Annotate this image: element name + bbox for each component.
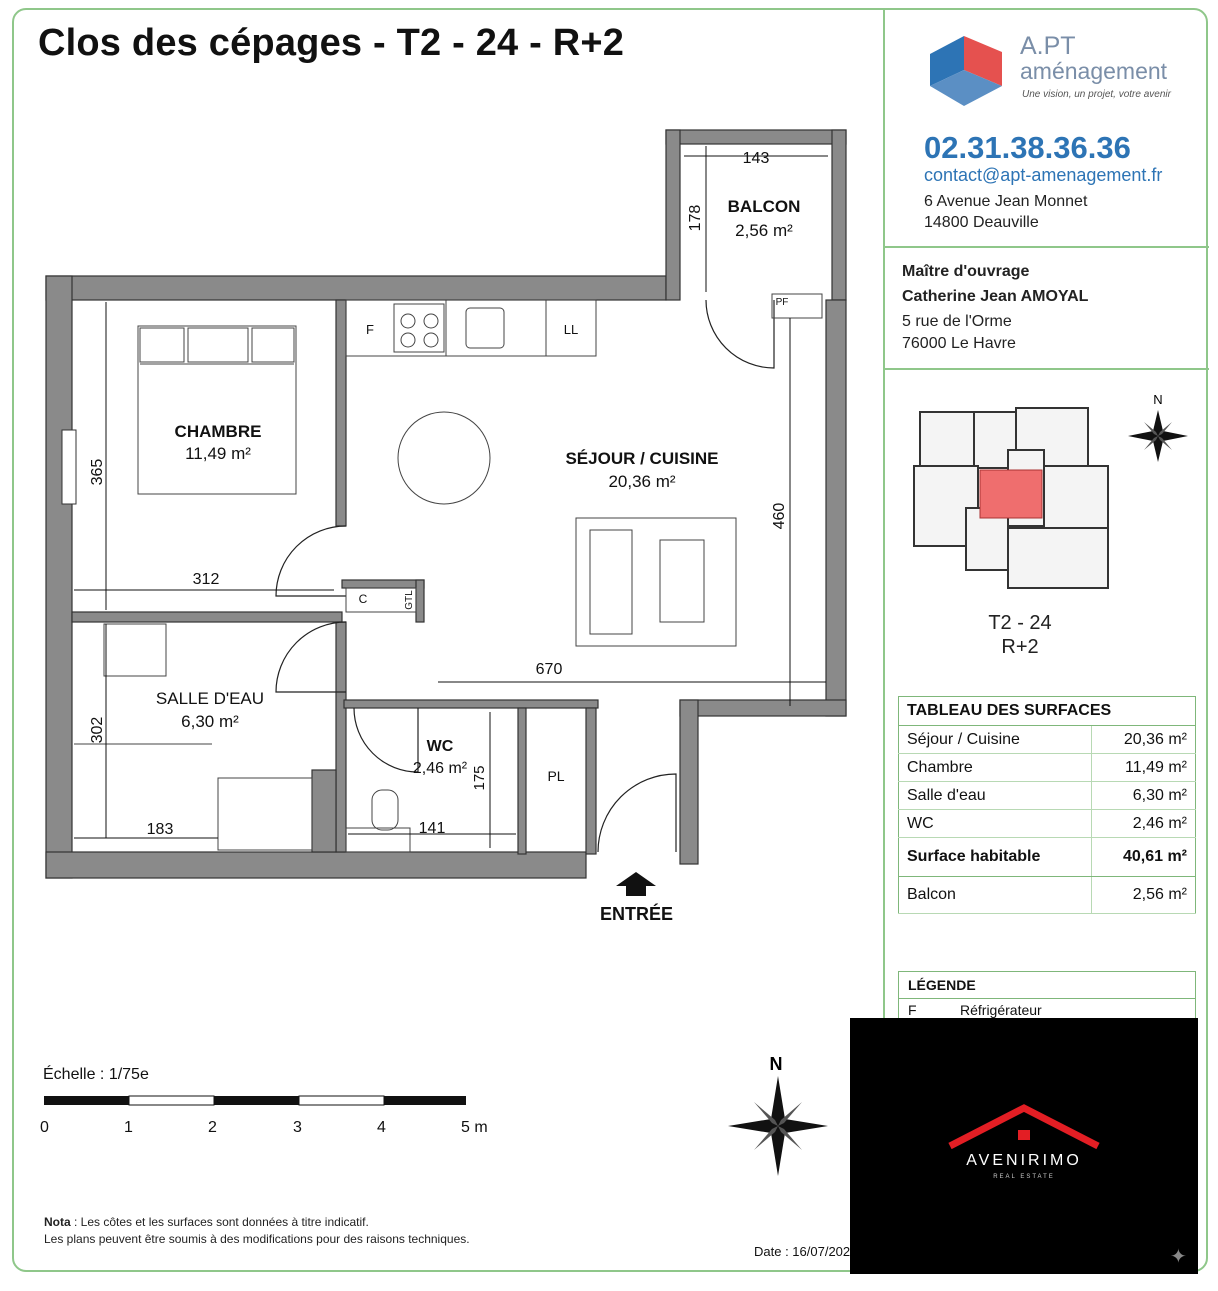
avenirimo-watermark	[850, 1018, 1198, 1274]
surfaces-heading: TABLEAU DES SURFACES	[899, 697, 1196, 726]
room-sejour-area: 20,36 m²	[608, 472, 676, 491]
owner-name: Catherine Jean AMOYAL	[902, 288, 1089, 305]
wall-gtl-right	[416, 580, 424, 622]
room-chambre-area: 11,49 m²	[185, 444, 251, 463]
room-balcon-area: 2,56 m²	[735, 221, 793, 240]
scale-tick: 4	[377, 1119, 386, 1136]
dim-wc-h: 175	[471, 765, 488, 791]
wall-left	[46, 276, 72, 878]
owner-heading: Maître d'ouvrage	[902, 263, 1030, 280]
sdb-sink	[104, 624, 166, 676]
dim-sdb-h: 302	[89, 716, 106, 744]
sidebar-divider-2	[885, 368, 1209, 370]
watermark-sub: REAL ESTATE	[993, 1174, 1055, 1180]
dim-sdb-w: 183	[146, 821, 174, 838]
scale-label: Échelle : 1/75e	[43, 1066, 149, 1083]
kitchen-sink	[466, 308, 504, 348]
agency-logo-line2: aménagement	[1020, 58, 1168, 84]
wc-bowl	[372, 790, 398, 830]
scale-tick: 1	[124, 1119, 133, 1136]
scale-tick: 2	[208, 1119, 217, 1136]
surfaces-row: Chambre 11,49 m²	[899, 754, 1196, 782]
wall-wc-pl	[518, 708, 526, 854]
agency-address-line2: 14800 Deauville	[924, 214, 1039, 231]
surfaces-table	[898, 696, 1196, 914]
agency-logo-line1: A.PT	[1020, 32, 1076, 60]
apt-logo-icon	[924, 34, 1008, 108]
wall-top	[46, 276, 666, 300]
entree-label: ENTRÉE	[600, 904, 674, 924]
compass-north: N	[769, 1054, 783, 1074]
label-pl: PL	[547, 768, 565, 784]
dining-table	[398, 412, 490, 504]
wall-entry-right	[680, 700, 698, 864]
label-gtl: GTL	[404, 590, 415, 610]
balcon-wall-top	[666, 130, 846, 144]
owner-address-line1: 5 rue de l'Orme	[902, 313, 1012, 330]
surfaces-balcon-row: Balcon 2,56 m²	[899, 877, 1196, 914]
room-chambre-name: CHAMBRE	[174, 422, 262, 441]
wall-right-step	[680, 700, 846, 716]
label-pf: PF	[775, 297, 789, 308]
legend-row: F Réfrigérateur	[908, 1002, 1042, 1018]
sidebar-divider-1	[885, 246, 1209, 248]
location-plan	[910, 390, 1200, 600]
surfaces-row: Salle d'eau 6,30 m²	[899, 782, 1196, 810]
surfaces-total-row: Surface habitable 40,61 m²	[899, 838, 1196, 877]
wall-bottom	[46, 852, 586, 878]
room-wc-name: WC	[426, 738, 454, 755]
label-f: F	[366, 322, 374, 337]
owner-address-line2: 76000 Le Havre	[902, 335, 1016, 352]
room-wc-area: 2,46 m²	[412, 760, 468, 777]
location-label-line2: R+2	[1001, 636, 1039, 658]
wall-wc-top	[344, 700, 598, 708]
room-sejour-name: SÉJOUR / CUISINE	[565, 449, 719, 468]
label-ll: LL	[563, 322, 579, 337]
sofa-area	[576, 518, 736, 646]
house-roof-icon	[946, 1102, 1102, 1152]
sparkle-icon: ✦	[1170, 1246, 1187, 1268]
shower	[218, 778, 312, 850]
page-title: Clos des cépages - T2 - 24 - R+2	[38, 22, 625, 64]
location-north: N	[1153, 392, 1163, 407]
wall-pl-right	[586, 708, 596, 854]
wall-gtl-top	[342, 580, 424, 588]
door-wc	[354, 708, 418, 772]
dim-chambre-w: 312	[192, 571, 220, 588]
dim-sejour-w: 670	[535, 661, 563, 678]
bed	[138, 326, 296, 494]
scale-bar	[30, 1094, 510, 1140]
door-entree	[598, 774, 676, 852]
location-compass-icon	[1128, 410, 1188, 462]
location-label-line1: T2 - 24	[988, 612, 1052, 634]
scale-tick: 3	[293, 1119, 302, 1136]
agency-phone[interactable]: 02.31.38.36.36	[924, 130, 1131, 165]
window-chambre	[62, 430, 76, 504]
surfaces-row: Séjour / Cuisine 20,36 m²	[899, 726, 1196, 754]
plan-date: Date : 16/07/202	[754, 1244, 851, 1259]
wall-sdb-stub	[312, 770, 336, 852]
wall-sdb-wc	[336, 622, 346, 852]
surfaces-row: WC 2,46 m²	[899, 810, 1196, 838]
agency-email[interactable]: contact@apt-amenagement.fr	[924, 165, 1163, 185]
label-c: C	[358, 592, 368, 606]
wall-chambre-sdb	[72, 612, 342, 622]
location-highlight	[980, 470, 1042, 518]
legend-heading: LÉGENDE	[899, 972, 1195, 999]
scale-tick: 0	[40, 1119, 49, 1136]
room-balcon-name: BALCON	[727, 197, 801, 216]
agency-address-line1: 6 Avenue Jean Monnet	[924, 193, 1088, 210]
wall-chambre-sejour	[336, 300, 346, 526]
wall-right	[826, 300, 846, 716]
balcon-wall-left	[666, 130, 680, 300]
dim-chambre-h: 365	[89, 458, 106, 486]
room-sdb-name: SALLE D'EAU	[155, 689, 265, 708]
room-sdb-area: 6,30 m²	[181, 712, 239, 731]
dim-balcon-h: 178	[687, 204, 704, 232]
dim-wc-w: 141	[418, 820, 446, 837]
footnote: Nota : Les côtes et les surfaces sont données à titre indicatif. Les plans peuvent être soumis à des modifications pour des raisons techniques.	[44, 1215, 470, 1246]
watermark-name: AVENIRIMO	[966, 1152, 1082, 1169]
door-balcon	[706, 300, 774, 368]
entry-arrow-icon	[616, 872, 656, 896]
dim-sejour-h: 460	[771, 502, 788, 530]
compass-icon	[724, 1050, 834, 1180]
door-chambre	[276, 526, 346, 596]
scale-tick: 5 m	[461, 1119, 488, 1136]
agency-tagline: Une vision, un projet, votre avenir	[1022, 89, 1171, 100]
dim-balcon-w: 143	[742, 150, 770, 167]
balcon-wall-right	[832, 130, 846, 300]
